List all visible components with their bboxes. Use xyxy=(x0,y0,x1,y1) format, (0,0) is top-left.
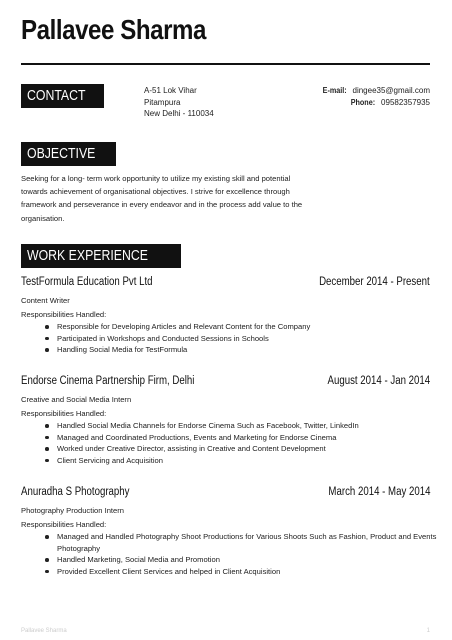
job-dates: March 2014 - May 2014 xyxy=(327,486,430,498)
job-entry xyxy=(21,486,437,577)
job-role: Creative and Social Media Intern xyxy=(21,395,132,404)
header-divider xyxy=(21,63,430,65)
job-dates: December 2014 - Present xyxy=(319,276,430,288)
responsibilities-label: Responsibilities Handled: xyxy=(21,409,107,418)
resume-name: Pallavee Sharma xyxy=(21,14,206,45)
responsibility-list xyxy=(21,321,430,356)
list-item: Handled Social Media Channels for Endorse Cinema Such as Facebook, Twitter, LinkedIn xyxy=(45,420,437,432)
responsibility-list xyxy=(21,420,430,466)
address-block xyxy=(144,85,214,120)
contact-details xyxy=(320,85,430,108)
job-role: Content Writer xyxy=(21,296,70,305)
list-item: Provided Excellent Client Services and helped in Client Acquisition xyxy=(45,566,437,578)
address-line-2: Pitampura xyxy=(144,97,181,107)
job-company: TestFormula Education Pvt Ltd xyxy=(21,276,153,288)
address-line-3: New Delhi - 110034 xyxy=(144,109,214,118)
responsibilities-label: Responsibilities Handled: xyxy=(21,520,107,529)
work-experience-heading: WORK EXPERIENCE xyxy=(21,244,181,268)
email-value[interactable]: dingee35@gmail.com xyxy=(352,86,430,95)
email-label: E-mail: xyxy=(322,86,347,95)
job-company: Endorse Cinema Partnership Firm, Delhi xyxy=(21,375,195,387)
list-item: Responsible for Developing Articles and Relevant Content for the Company xyxy=(45,321,437,333)
job-role: Photography Production Intern xyxy=(21,506,125,515)
list-item: Client Servicing and Acquisition xyxy=(45,455,437,467)
job-entry xyxy=(21,276,430,356)
list-item: Handled Marketing, Social Media and Promotion xyxy=(45,554,437,566)
list-item: Managed and Coordinated Productions, Events and Marketing for Endorse Cinema xyxy=(45,432,437,444)
objective-heading: OBJECTIVE xyxy=(21,142,116,166)
job-company: Anuradha S Photography xyxy=(21,486,130,498)
page-number: 1 xyxy=(426,628,430,634)
job-dates: August 2014 - Jan 2014 xyxy=(327,375,430,387)
address-line-1: A-51 Lok Vihar xyxy=(144,86,197,95)
list-item: Managed and Handled Photography Shoot Productions for Various Shoots Such as Fashion, Product and Events Photography xyxy=(45,531,437,554)
contact-heading: CONTACT xyxy=(21,84,104,108)
list-item: Participated in Workshops and Conducted Sessions in Schools xyxy=(45,333,437,345)
objective-text: Seeking for a long- term work opportunity to utilize my existing skill and potential towards achievement of organisational objectives. I strive for excellence through framework and perseverance in every endeavor and in the process add value to the organisation. xyxy=(21,174,303,223)
list-item: Worked under Creative Director, assisting in Creative and Content Development xyxy=(45,443,437,455)
list-item: Handling Social Media for TestFormula xyxy=(45,344,437,356)
job-entry xyxy=(21,375,430,466)
footer-name: Pallavee Sharma xyxy=(21,628,67,634)
phone-value[interactable]: 09582357935 xyxy=(381,97,430,107)
phone-label: Phone: xyxy=(350,97,376,107)
responsibilities-label: Responsibilities Handled: xyxy=(21,310,107,319)
responsibility-list xyxy=(21,531,437,577)
